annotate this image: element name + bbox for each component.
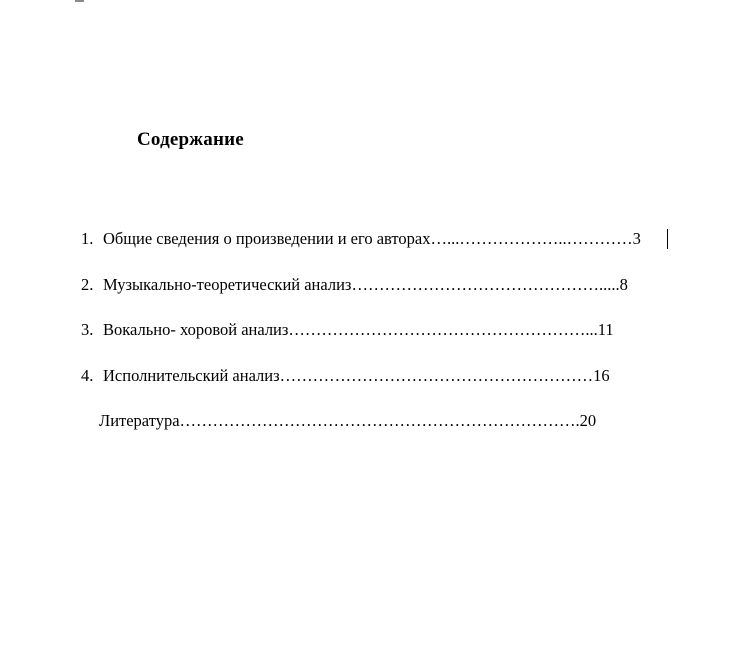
toc-entry-number: 3. [81, 320, 94, 339]
toc-entry-leader: ………………………………………………………………. [179, 411, 580, 430]
toc-entry-3[interactable] [81, 320, 614, 340]
toc-entry-leader: ………………………………………………… [279, 366, 594, 385]
toc-entry-leader: …...………………..……… [430, 229, 617, 248]
toc-entry-text: Музыкально-теоретический анализ [103, 275, 352, 294]
toc-entry-number: 1. [81, 229, 94, 248]
toc-title: Содержание [137, 129, 244, 150]
text-cursor [667, 229, 668, 249]
toc-entry-leader: ………………………………………………... [288, 320, 598, 339]
toc-entry-1[interactable] [81, 229, 641, 249]
toc-entry-page: …3 [616, 229, 641, 248]
toc-entry-2[interactable] [81, 275, 628, 295]
toc-entry-4[interactable] [81, 366, 610, 386]
toc-entry-number: 2. [81, 275, 94, 294]
toc-entry-leader: ………………………………………..... [351, 275, 620, 294]
ruler-marker [75, 0, 84, 2]
toc-entry-literature[interactable] [99, 411, 596, 431]
toc-entry-page: 16 [593, 366, 610, 385]
toc-entry-page: 11 [597, 320, 614, 339]
toc-entry-text: Исполнительский анализ [103, 366, 280, 385]
toc-entry-text: Литература [99, 411, 180, 430]
toc-entry-number: 4. [81, 366, 94, 385]
toc-entry-page: 20 [579, 411, 597, 430]
toc-entry-text: Общие сведения о произведении и его авторах [103, 229, 431, 248]
toc-entry-page: 8 [619, 275, 628, 294]
toc-entry-text: Вокально- хоровой анализ [103, 320, 289, 339]
